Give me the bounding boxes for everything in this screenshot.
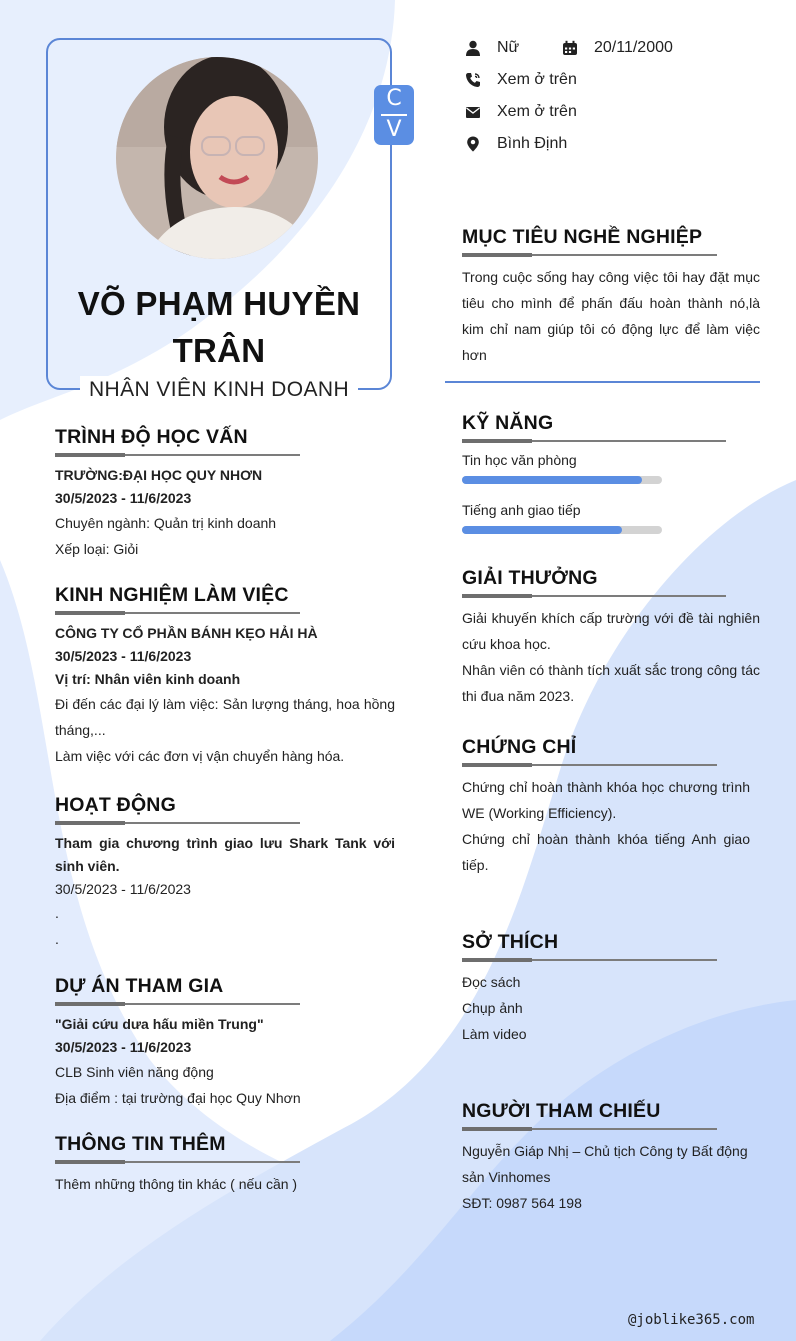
hobby-item: Đọc sách bbox=[462, 974, 521, 990]
section-education bbox=[55, 425, 395, 562]
contact-email bbox=[465, 99, 577, 125]
cv-badge bbox=[374, 85, 414, 145]
experience-period: 30/5/2023 - 11/6/2023 bbox=[55, 648, 192, 664]
objective-title: MỤC TIÊU NGHỀ NGHIỆP bbox=[462, 226, 703, 248]
activities-title: HOẠT ĐỘNG bbox=[55, 794, 176, 816]
section-rule bbox=[462, 763, 750, 766]
section-rule bbox=[462, 1127, 752, 1130]
section-rule bbox=[462, 253, 760, 256]
contact-phone bbox=[465, 67, 577, 93]
contact-birthday bbox=[562, 35, 673, 61]
contact-address bbox=[465, 131, 567, 157]
award-item-1: Giải khuyến khích cấp trường với đề tài nghiên cứu khoa học. bbox=[462, 610, 760, 652]
activity-dot-2: . bbox=[55, 931, 59, 947]
education-title: TRÌNH ĐỘ HỌC VẤN bbox=[55, 426, 248, 448]
reference-person: Nguyễn Giáp Nhị – Chủ tịch Công ty Bất động sản Vinhomes bbox=[462, 1143, 748, 1185]
experience-position: Vị trí: Nhân viên kinh doanh bbox=[55, 671, 241, 687]
project-name: "Giải cứu dưa hấu miền Trung" bbox=[55, 1016, 264, 1032]
birthday-value: 20/11/2000 bbox=[594, 39, 673, 56]
section-hobbies bbox=[462, 930, 750, 1047]
candidate-name: VÕ PHẠM HUYỀN TRÂN bbox=[77, 285, 361, 369]
project-org: CLB Sinh viên năng động bbox=[55, 1064, 214, 1080]
experience-desc-2: Làm việc với các đơn vị vận chuyển hàng hóa. bbox=[55, 748, 345, 764]
skill-label: Tin học văn phòng bbox=[462, 452, 577, 468]
address-value: Bình Định bbox=[497, 135, 568, 152]
reference-phone: SĐT: 0987 564 198 bbox=[462, 1195, 582, 1211]
section-rule bbox=[55, 821, 395, 824]
award-item-2: Nhân viên có thành tích xuất sắc trong công tác thi đua năm 2023. bbox=[462, 662, 760, 704]
experience-desc-1: Đi đến các đại lý làm việc: Sản lượng tháng, hoa hồng tháng,... bbox=[55, 696, 395, 738]
section-awards bbox=[462, 566, 760, 709]
calendar-icon bbox=[562, 40, 578, 56]
section-rule bbox=[55, 1002, 395, 1005]
extra-title: THÔNG TIN THÊM bbox=[55, 1133, 226, 1155]
profile-photo-image bbox=[116, 57, 318, 259]
education-period: 30/5/2023 - 11/6/2023 bbox=[55, 490, 192, 506]
skills-title: KỸ NĂNG bbox=[462, 412, 554, 434]
candidate-role: NHÂN VIÊN KINH DOANH bbox=[80, 376, 358, 404]
section-projects bbox=[55, 974, 395, 1111]
education-school: TRƯỜNG:ĐẠI HỌC QUY NHƠN bbox=[55, 467, 263, 483]
education-grade: Xếp loại: Giỏi bbox=[55, 541, 139, 557]
activity-dot-1: . bbox=[55, 905, 59, 921]
skill-bar bbox=[462, 526, 662, 534]
certificate-item-2: Chứng chỉ hoàn thành khóa tiếng Anh giao tiếp. bbox=[462, 831, 750, 873]
section-rule bbox=[462, 594, 760, 597]
experience-company: CÔNG TY CỔ PHẦN BÁNH KẸO HẢI HÀ bbox=[55, 625, 318, 641]
profile-photo bbox=[116, 57, 318, 259]
activity-period: 30/5/2023 - 11/6/2023 bbox=[55, 881, 191, 897]
section-objective bbox=[462, 225, 760, 368]
section-experience bbox=[55, 583, 395, 769]
section-rule bbox=[462, 439, 760, 442]
cv-badge-top: C bbox=[386, 86, 402, 111]
hobby-item: Chụp ảnh bbox=[462, 1000, 523, 1016]
section-extra bbox=[55, 1132, 395, 1197]
skill-bar bbox=[462, 476, 662, 484]
experience-title: KINH NGHIỆM LÀM VIỆC bbox=[55, 584, 289, 606]
hobbies-title: SỞ THÍCH bbox=[462, 931, 559, 953]
activity-name: Tham gia chương trình giao lưu Shark Tank với sinh viên. bbox=[55, 835, 395, 874]
hobby-item: Làm video bbox=[462, 1026, 527, 1042]
column-divider bbox=[445, 381, 760, 383]
person-icon bbox=[465, 40, 481, 56]
phone-icon bbox=[465, 72, 481, 88]
mail-icon bbox=[465, 104, 481, 120]
objective-text: Trong cuộc sống hay công việc tôi hay đặt mục tiêu cho mình để phấn đấu hoàn thành nó,là kim chỉ nam giúp tôi có động lực để làm việc hơn bbox=[462, 269, 760, 363]
awards-title: GIẢI THƯỞNG bbox=[462, 567, 598, 589]
contact-gender bbox=[465, 35, 519, 61]
section-rule bbox=[55, 611, 395, 614]
section-rule bbox=[462, 958, 750, 961]
section-references bbox=[462, 1099, 752, 1216]
references-title: NGƯỜI THAM CHIẾU bbox=[462, 1100, 661, 1122]
education-major: Chuyên ngành: Quản trị kinh doanh bbox=[55, 515, 277, 531]
location-pin-icon bbox=[465, 136, 481, 152]
watermark: @joblike365.com bbox=[628, 1312, 755, 1328]
projects-title: DỰ ÁN THAM GIA bbox=[55, 975, 224, 997]
project-period: 30/5/2023 - 11/6/2023 bbox=[55, 1039, 192, 1055]
skill-label: Tiếng anh giao tiếp bbox=[462, 502, 581, 518]
skill-fill bbox=[462, 476, 642, 484]
section-certificates bbox=[462, 735, 750, 878]
gender-value: Nữ bbox=[497, 39, 520, 56]
skill-fill bbox=[462, 526, 622, 534]
cv-badge-bottom: V bbox=[386, 117, 402, 142]
project-location: Địa điểm : tại trường đại học Quy Nhơn bbox=[55, 1090, 301, 1106]
certificates-title: CHỨNG CHỈ bbox=[462, 736, 577, 758]
phone-value: Xem ở trên bbox=[497, 71, 577, 88]
section-activities bbox=[55, 793, 395, 952]
certificate-item-1: Chứng chỉ hoàn thành khóa học chương trình WE (Working Efficiency). bbox=[462, 779, 750, 821]
section-skills bbox=[462, 411, 760, 550]
section-rule bbox=[55, 1160, 395, 1163]
email-value: Xem ở trên bbox=[497, 103, 577, 120]
extra-text: Thêm những thông tin khác ( nếu cần ) bbox=[55, 1176, 298, 1192]
section-rule bbox=[55, 453, 395, 456]
